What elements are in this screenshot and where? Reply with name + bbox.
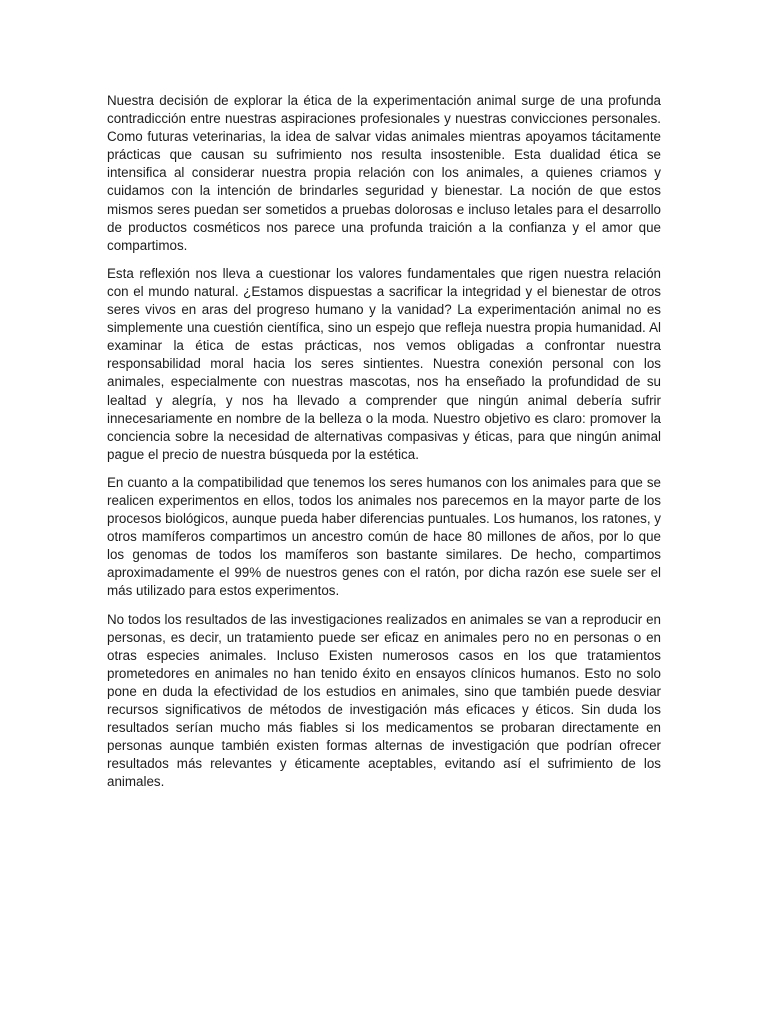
- document-body: [107, 92, 661, 801]
- paragraph-1: Nuestra decisión de explorar la ética de la experimentación animal surge de una profunda contradicción entre nuestras aspiraciones profesionales y nuestras convicciones personales. Como futuras veterinarias, la idea de salvar vidas animales mientras apoyamos tácitamente prácticas que causan su sufrimiento nos resulta insostenible. Esta dualidad ética se intensifica al considerar nuestra propia relación con los animales, a quienes criamos y cuidamos con la intención de brindarles seguridad y bienestar. La noción de que estos mismos seres puedan ser sometidos a pruebas dolorosas e incluso letales para el desarrollo de productos cosméticos nos parece una profunda traición a la confianza y el amor que compartimos.: [107, 93, 661, 253]
- paragraph-2: Esta reflexión nos lleva a cuestionar los valores fundamentales que rigen nuestra relación con el mundo natural. ¿Estamos dispuestas a sacrificar la integridad y el bienestar de otros seres vivos en aras del progreso humano y la vanidad? La experimentación animal no es simplemente una cuestión científica, sino un espejo que refleja nuestra propia humanidad. Al examinar la ética de estas prácticas, nos vemos obligadas a confrontar nuestra responsabilidad moral hacia los seres sintientes. Nuestra conexión personal con los animales, especialmente con nuestras mascotas, nos ha enseñado la profundidad de su lealtad y alegría, y nos ha llevado a comprender que ningún animal debería sufrir innecesariamente en nombre de la belleza o la moda. Nuestro objetivo es claro: promover la conciencia sobre la necesidad de alternativas compasivas y éticas, para que ningún animal pague el precio de nuestra búsqueda por la estética.: [107, 265, 661, 462]
- paragraph-4: No todos los resultados de las investigaciones realizados en animales se van a reproducir en personas, es decir, un tratamiento puede ser eficaz en animales pero no en personas o en otras especies animales. Incluso Existen numerosos casos en los que tratamientos prometedores en animales no han tenido éxito en ensayos clínicos humanos. Esto no solo pone en duda la efectividad de los estudios en animales, sino que también puede desviar recursos significativos de métodos de investigación más eficaces y éticos. Sin duda los resultados serían mucho más fiables si los medicamentos se probaran directamente en personas aunque también existen formas alternas de investigación que podrían ofrecer resultados más relevantes y éticamente aceptables, evitando así el sufrimiento de los animales.: [107, 611, 661, 790]
- paragraph-3: En cuanto a la compatibilidad que tenemos los seres humanos con los animales para que se realicen experimentos en ellos, todos los animales nos parecemos en la mayor parte de los procesos biológicos, aunque pueda haber diferencias puntuales. Los humanos, los ratones, y otros mamíferos compartimos un ancestro común de hace 80 millones de años, por lo que los genomas de todos los mamíferos son bastante similares. De hecho, compartimos aproximadamente el 99% de nuestros genes con el ratón, por dicha razón ese suele ser el más utilizado para estos experimentos.: [107, 474, 661, 599]
